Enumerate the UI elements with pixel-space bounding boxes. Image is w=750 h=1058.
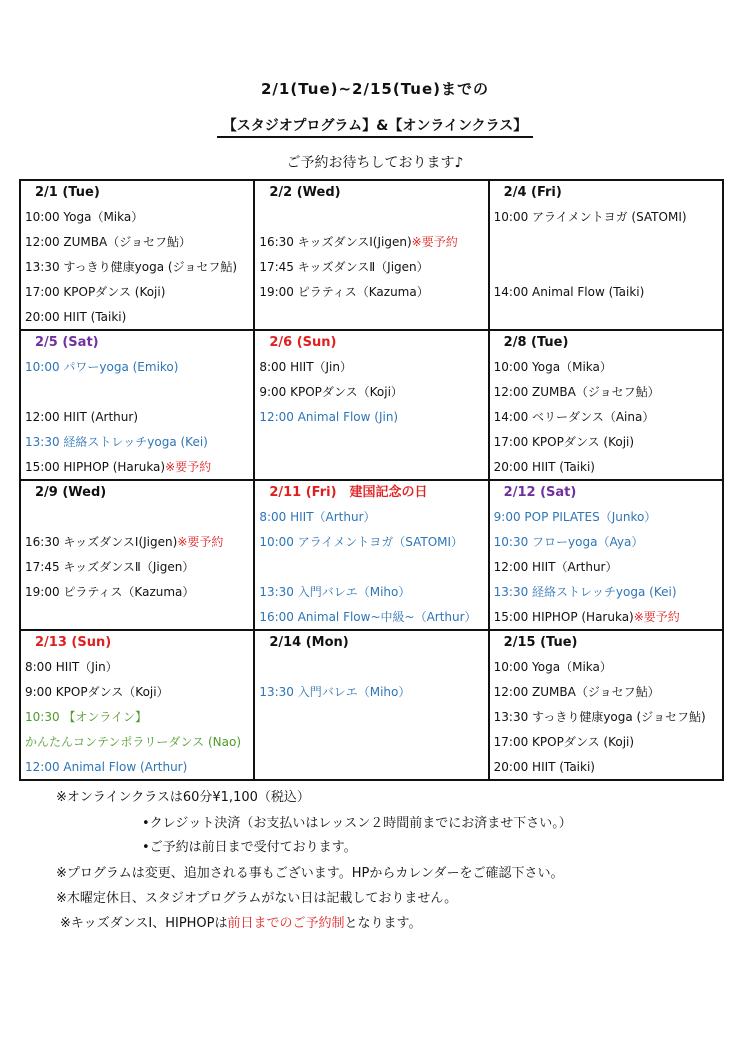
reservation-required-tag: ※要予約 xyxy=(177,535,224,549)
day-cell xyxy=(489,330,723,480)
day-date-header: 2/1 (Tue) xyxy=(35,185,100,200)
class-entry xyxy=(259,384,403,400)
class-entry xyxy=(259,284,428,300)
reservation-required-tag: ※要予約 xyxy=(633,610,680,624)
class-entry xyxy=(25,584,194,600)
class-entry-text: 14:00 Animal Flow (Taiki) xyxy=(493,285,645,299)
class-entry xyxy=(494,709,706,725)
note-online-price: ※オンラインクラスは60分¥1,100（税込） xyxy=(56,790,310,805)
class-entry xyxy=(25,559,194,575)
reservation-prefix: ※キッズダンスⅠ、HIPHOPは xyxy=(60,916,228,931)
class-entry-text: 10:00 Yoga（Mika） xyxy=(493,660,612,674)
class-entry-text: 20:00 HIIT (Taiki) xyxy=(25,310,127,324)
class-entry-text: 13:30 入門バレエ（Miho） xyxy=(259,585,411,599)
class-entry-text: 10:00 Yoga（Mika） xyxy=(25,210,144,224)
class-entry xyxy=(494,359,612,375)
reservation-required-tag: ※要予約 xyxy=(411,235,458,249)
class-entry xyxy=(494,609,680,625)
day-cell xyxy=(489,180,723,330)
class-entry xyxy=(25,409,138,425)
greeting-text: ご予約お待ちしております♪ xyxy=(286,155,464,171)
class-entry xyxy=(25,209,143,225)
class-entry xyxy=(25,709,147,725)
class-entry xyxy=(494,209,687,225)
class-entry xyxy=(25,234,191,250)
day-date-header: 2/13 (Sun) xyxy=(35,635,112,650)
note-holiday: ※木曜定休日、スタジオプログラムがない日は記載しておりません。 xyxy=(56,891,458,906)
day-cell xyxy=(489,480,723,630)
class-entry xyxy=(494,584,677,600)
day-cell xyxy=(254,180,488,330)
class-entry xyxy=(25,459,211,475)
class-entry-text: 9:00 POP PILATES（Junko） xyxy=(493,510,657,524)
day-cell xyxy=(20,480,254,630)
day-cell xyxy=(254,330,488,480)
class-entry-text: 20:00 HIIT (Taiki) xyxy=(493,760,595,774)
day-date-header: 2/6 (Sun) xyxy=(269,335,337,350)
page-title: 2/1(Tue)~2/15(Tue)までの xyxy=(260,80,489,98)
class-entry-text: 19:00 ピラティス（Kazuma） xyxy=(25,585,195,599)
reservation-required-tag: ※要予約 xyxy=(165,460,212,474)
class-entry-text: 19:00 ピラティス（Kazuma） xyxy=(259,285,429,299)
day-date-header: 2/2 (Wed) xyxy=(269,185,341,200)
class-entry-text: 12:00 HIIT (Arthur) xyxy=(25,410,138,424)
class-entry xyxy=(25,534,223,550)
class-entry xyxy=(25,284,165,300)
class-entry-text: 12:00 ZUMBA（ジョセフ鮎） xyxy=(25,235,191,249)
day-date-header: 2/4 (Fri) xyxy=(503,185,562,200)
class-entry xyxy=(25,659,118,675)
class-entry-text: 13:30 すっきり健康yoga (ジョセフ鮎) xyxy=(25,260,238,274)
note-reservation xyxy=(60,912,422,931)
class-entry xyxy=(25,759,187,775)
class-entry-text: 17:45 キッズダンスⅡ（Jigen） xyxy=(259,260,429,274)
day-date-header: 2/11 (Fri) 建国記念の日 xyxy=(269,485,428,500)
class-entry-text: 16:00 Animal Flow~中級~（Arthur） xyxy=(259,610,477,624)
class-entry xyxy=(494,534,644,550)
day-date-header: 2/8 (Tue) xyxy=(503,335,569,350)
schedule-table xyxy=(19,179,724,781)
schedule-week-row xyxy=(20,180,723,330)
class-entry xyxy=(494,559,618,575)
day-cell xyxy=(20,330,254,480)
schedule-week-row xyxy=(20,330,723,480)
class-entry xyxy=(25,734,241,750)
class-entry xyxy=(25,684,169,700)
note-deadline: •ご予約は前日まで受付ております。 xyxy=(142,840,357,855)
day-cell xyxy=(20,180,254,330)
class-entry xyxy=(494,509,657,525)
class-entry xyxy=(25,259,237,275)
class-entry xyxy=(259,359,352,375)
class-entry-text: 17:00 KPOPダンス (Koji) xyxy=(493,435,635,449)
class-entry-text: 16:30 キッズダンスⅠ(Jigen) xyxy=(25,535,178,549)
class-entry-text: 10:30 フローyoga（Aya） xyxy=(493,535,644,549)
class-entry xyxy=(494,659,612,675)
class-entry-text: 13:30 すっきり健康yoga (ジョセフ鮎) xyxy=(493,710,706,724)
class-entry xyxy=(259,534,463,550)
class-entry xyxy=(25,434,208,450)
class-entry-text: 13:30 経絡ストレッチyoga (Kei) xyxy=(25,435,208,449)
class-entry-text: 12:00 ZUMBA（ジョセフ鮎） xyxy=(493,685,660,699)
class-entry-text: 12:00 Animal Flow (Jin) xyxy=(259,410,399,424)
day-cell xyxy=(254,480,488,630)
class-entry-text: 12:00 ZUMBA（ジョセフ鮎） xyxy=(493,385,660,399)
schedule-week-row xyxy=(20,630,723,780)
class-entry xyxy=(494,384,660,400)
class-entry-text: 17:00 KPOPダンス (Koji) xyxy=(493,735,635,749)
class-entry-text: 16:30 キッズダンスⅠ(Jigen) xyxy=(259,235,412,249)
class-entry xyxy=(494,684,660,700)
class-entry-text: 15:00 HIPHOP (Haruka) xyxy=(25,460,166,474)
class-entry xyxy=(494,284,645,300)
class-entry-text: 8:00 HIIT（Jin） xyxy=(259,360,353,374)
schedule-week-row xyxy=(20,480,723,630)
class-entry-text: かんたんコンテンポラリーダンス (Nao) xyxy=(25,735,242,749)
class-entry-text: 10:00 アライメントヨガ（SATOMI） xyxy=(259,535,464,549)
day-cell xyxy=(254,630,488,780)
class-entry xyxy=(259,584,410,600)
class-entry xyxy=(259,234,457,250)
class-entry-text: 12:00 HIIT（Arthur） xyxy=(493,560,618,574)
class-entry-text: 10:00 パワーyoga (Emiko) xyxy=(25,360,179,374)
class-entry-text: 20:00 HIIT (Taiki) xyxy=(493,460,595,474)
class-entry-text: 15:00 HIPHOP (Haruka) xyxy=(493,610,634,624)
class-entry-text: 13:30 入門バレエ（Miho） xyxy=(259,685,411,699)
class-entry xyxy=(494,409,655,425)
subtitle-text: 【スタジオプログラム】&【オンラインクラス】 xyxy=(217,118,534,138)
day-date-header: 2/14 (Mon) xyxy=(269,635,349,650)
class-entry xyxy=(25,309,126,325)
class-entry-text: 12:00 Animal Flow (Arthur) xyxy=(25,760,188,774)
reservation-highlight: 前日までのご予約制 xyxy=(227,916,345,931)
class-entry-text: 13:30 経絡ストレッチyoga (Kei) xyxy=(493,585,677,599)
class-entry xyxy=(494,434,634,450)
day-date-header: 2/5 (Sat) xyxy=(35,335,99,350)
class-entry xyxy=(25,359,178,375)
class-entry-text: 14:00 ベリーダンス（Aina） xyxy=(493,410,655,424)
class-entry xyxy=(259,509,375,525)
page-subtitle xyxy=(0,115,750,135)
class-entry xyxy=(259,409,398,425)
class-entry-text: 9:00 KPOPダンス（Koji） xyxy=(259,385,403,399)
class-entry-text: 10:00 アライメントヨガ (SATOMI) xyxy=(493,210,687,224)
class-entry-text: 8:00 HIIT（Arthur） xyxy=(259,510,376,524)
class-entry-text: 10:00 Yoga（Mika） xyxy=(493,360,612,374)
note-program-changes: ※プログラムは変更、追加される事もございます。HPからカレンダーをご確認下さい。 xyxy=(56,866,564,881)
class-entry xyxy=(494,734,634,750)
class-entry-text: 9:00 KPOPダンス（Koji） xyxy=(25,685,169,699)
day-cell xyxy=(20,630,254,780)
class-entry xyxy=(259,609,476,625)
day-date-header: 2/9 (Wed) xyxy=(35,485,107,500)
day-date-header: 2/12 (Sat) xyxy=(503,485,577,500)
class-entry-text: 8:00 HIIT（Jin） xyxy=(25,660,118,674)
class-entry xyxy=(259,684,410,700)
class-entry-text: 10:30 【オンライン】 xyxy=(25,710,148,724)
class-entry-text: 17:45 キッズダンスⅡ（Jigen） xyxy=(25,560,195,574)
note-payment: •クレジット決済（お支払いはレッスン２時間前までにお済ませ下さい。） xyxy=(142,816,572,831)
class-entry xyxy=(494,459,595,475)
class-entry-text: 17:00 KPOPダンス (Koji) xyxy=(25,285,166,299)
day-cell xyxy=(489,630,723,780)
day-date-header: 2/15 (Tue) xyxy=(503,635,578,650)
class-entry xyxy=(259,259,428,275)
class-entry xyxy=(494,759,595,775)
reservation-suffix: となります。 xyxy=(344,916,422,931)
